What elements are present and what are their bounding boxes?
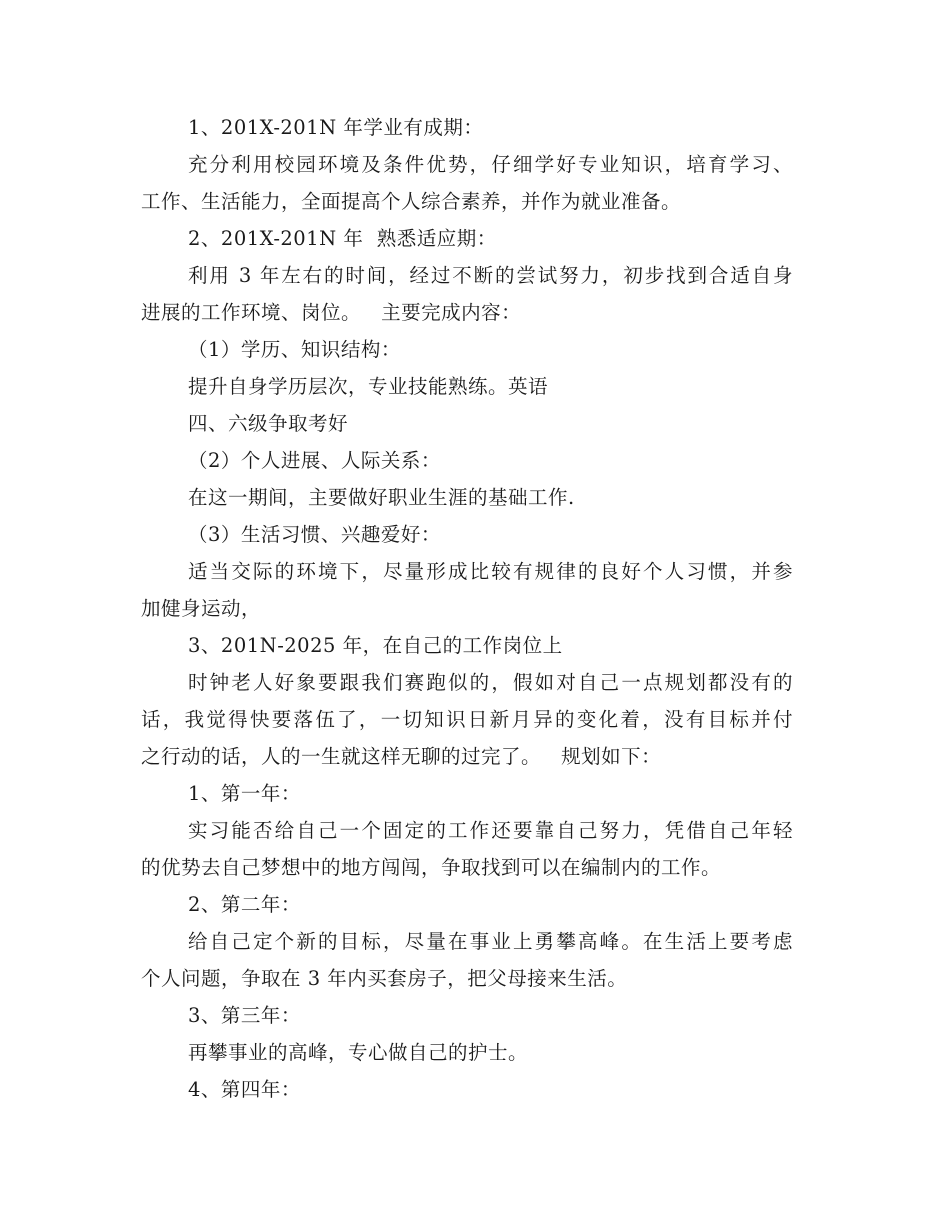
- heading-year-2: 2、第二年：: [188, 893, 301, 916]
- paragraph-line: 实习能否给自己一个固定的工作还要靠自己努力，凭借自己年轻: [188, 819, 793, 842]
- paragraph-line: 的优势去自己梦想中的地方闯闯，争取找到可以在编制内的工作。: [141, 856, 722, 879]
- subheading-education: （1）学历、知识结构：: [188, 338, 401, 361]
- paragraph-line: 时钟老人好象要跟我们赛跑似的，假如对自己一点规划都没有的: [188, 671, 793, 694]
- paragraph-line: 利用 3 年左右的时间，经过不断的尝试努力，初步找到合适自身: [188, 264, 793, 287]
- paragraph-line: 在这一期间，主要做好职业生涯的基础工作.: [188, 486, 575, 509]
- paragraph-line: 之行动的话，人的一生就这样无聊的过完了。 规划如下：: [141, 745, 662, 768]
- heading-year-1: 1、第一年：: [188, 782, 301, 805]
- paragraph-line: 个人问题，争取在 3 年内买套房子，把父母接来生活。: [141, 967, 628, 990]
- heading-year-3: 3、第三年：: [188, 1004, 301, 1027]
- paragraph-line: 加健身运动，: [141, 597, 262, 620]
- paragraph-line: 充分利用校园环境及条件优势，仔细学好专业知识，培育学习、: [188, 153, 793, 176]
- paragraph-line: 再攀事业的高峰，专心做自己的护士。: [188, 1041, 529, 1064]
- subheading-relationships: （2）个人进展、人际关系：: [188, 449, 441, 472]
- heading-year-4: 4、第四年：: [188, 1078, 301, 1101]
- heading-phase-1: 1、201X-201N 年学业有成期：: [188, 116, 484, 139]
- subheading-habits: （3）生活习惯、兴趣爱好：: [188, 523, 441, 546]
- paragraph-line: 进展的工作环境、岗位。 主要完成内容：: [141, 301, 522, 324]
- paragraph-line: 四、六级争取考好: [188, 412, 349, 435]
- paragraph-line: 话，我觉得快要落伍了，一切知识日新月异的变化着，没有目标并付: [141, 708, 793, 731]
- paragraph-line: 提升自身学历层次，专业技能熟练。英语: [188, 375, 549, 398]
- paragraph-line: 给自己定个新的目标，尽量在事业上勇攀高峰。在生活上要考虑: [188, 930, 793, 953]
- paragraph-line: 适当交际的环境下，尽量形成比较有规律的良好个人习惯，并参: [188, 560, 793, 583]
- heading-phase-3: 3、201N-2025 年，在自己的工作岗位上: [188, 634, 563, 657]
- paragraph-line: 工作、生活能力，全面提高个人综合素养，并作为就业准备。: [141, 190, 682, 213]
- heading-phase-2: 2、201X-201N 年 熟悉适应期：: [188, 227, 497, 250]
